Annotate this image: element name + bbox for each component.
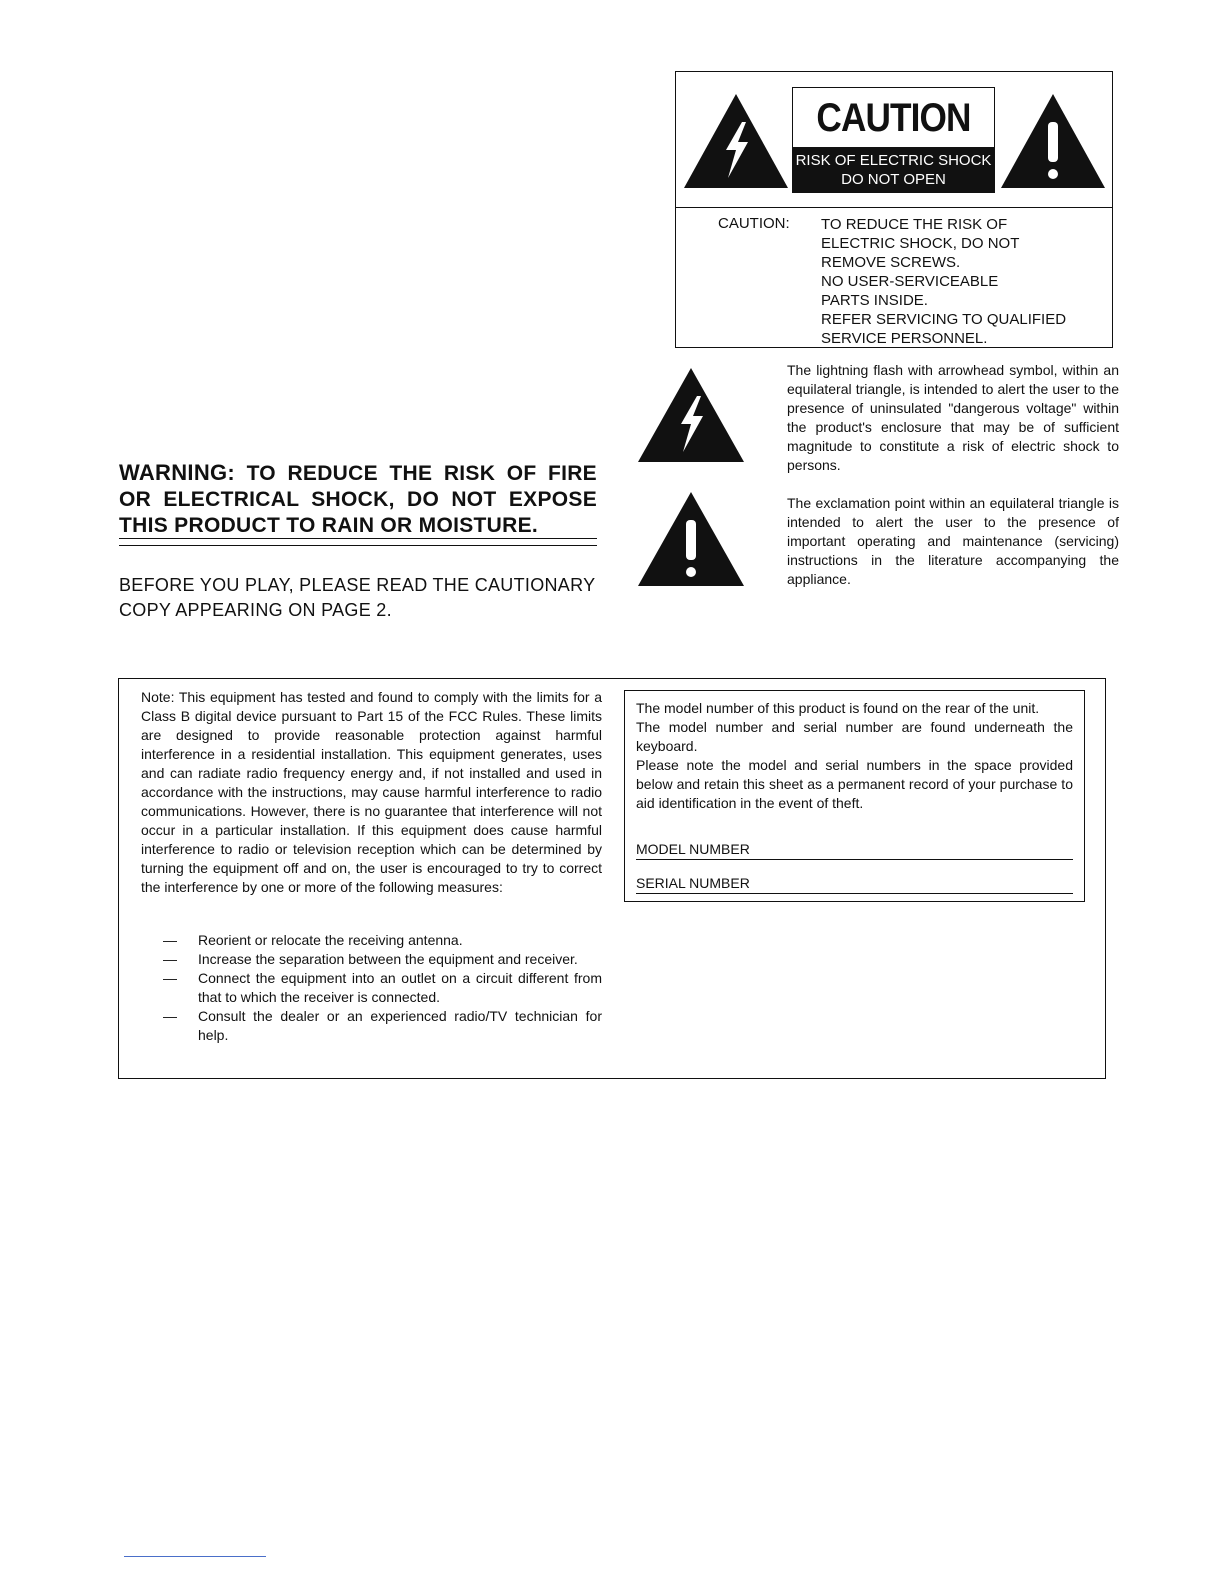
exclamation-symbol-description: The exclamation point within an equilateral triangle is intended to alert the user to the presence of important operating and maintenance (servicing) instructions in the literature accompanying the appliance. <box>787 495 1119 587</box>
lightning-warning-icon <box>682 92 790 190</box>
page-link-underline <box>124 1556 266 1557</box>
model-info-line: The model number and serial number are found underneath the keyboard. <box>636 719 1073 754</box>
exclamation-warning-icon <box>999 92 1107 190</box>
caution-title: CAUTION <box>816 96 971 140</box>
caution-heading: CAUTION: <box>718 215 790 232</box>
caution-divider <box>676 207 1112 208</box>
caution-shock-banner <box>793 147 994 192</box>
measure-text: Consult the dealer or an experienced radio/TV technician for help. <box>198 1008 602 1043</box>
model-info-line: Please note the model and serial numbers in the space provided below and retain this sheet as a permanent record of your purchase to aid identification in the event of theft. <box>636 757 1073 811</box>
measure-text: Increase the separation between the equipment and receiver. <box>198 951 578 967</box>
caution-line: PARTS INSIDE. <box>821 292 928 309</box>
warning-text: TO REDUCE THE RISK OF FIRE OR ELECTRICAL SHOCK, DO NOT EXPOSE THIS PRODUCT TO RAIN OR MOISTURE. <box>119 462 597 537</box>
model-serial-box <box>624 690 1085 902</box>
dash-bullet: — <box>163 932 177 948</box>
fcc-notice-box <box>118 678 1106 1079</box>
dash-bullet: — <box>163 951 177 967</box>
before-play-notice: BEFORE YOU PLAY, PLEASE READ THE CAUTIONARY COPY APPEARING ON PAGE 2. <box>119 575 596 620</box>
caution-line: ELECTRIC SHOCK, DO NOT <box>821 235 1020 252</box>
warning-lead: WARNING: <box>119 460 236 485</box>
caution-line: REFER SERVICING TO QUALIFIED <box>821 311 1067 328</box>
serial-number-field[interactable]: SERIAL NUMBER <box>636 875 1073 894</box>
list-item <box>141 969 602 1007</box>
model-number-field[interactable]: MODEL NUMBER <box>636 841 1073 860</box>
dash-bullet: — <box>163 970 177 986</box>
caution-banner-line2: DO NOT OPEN <box>841 171 946 188</box>
caution-line: SERVICE PERSONNEL. <box>821 330 988 347</box>
caution-line: REMOVE SCREWS. <box>821 254 961 271</box>
caution-label-panel <box>792 87 995 193</box>
exclamation-symbol-icon <box>636 490 746 588</box>
list-item <box>141 1007 602 1045</box>
model-info-text <box>636 699 1073 813</box>
caution-banner-line1: RISK OF ELECTRIC SHOCK <box>795 152 992 169</box>
measure-text: Reorient or relocate the receiving antenna. <box>198 932 463 948</box>
caution-box <box>675 71 1113 348</box>
fcc-measures-list <box>141 931 602 1045</box>
warning-rule <box>119 545 597 546</box>
dash-bullet: — <box>163 1008 177 1024</box>
warning-statement <box>119 460 597 539</box>
caution-instructions <box>821 215 1066 348</box>
list-item <box>141 950 602 969</box>
measure-text: Connect the equipment into an outlet on a circuit different from that to which the receiver is connected. <box>198 970 602 1005</box>
list-item <box>141 931 602 950</box>
caution-line: TO REDUCE THE RISK OF <box>821 216 1008 233</box>
model-info-line: The model number of this product is found on the rear of the unit. <box>636 700 1040 716</box>
lightning-symbol-description: The lightning flash with arrowhead symbol, within an equilateral triangle, is intended to alert the user to the presence of uninsulated "dangerous voltage" within the product's enclosure that may be of sufficient magnitude to constitute a risk of electric shock to persons. <box>787 362 1119 473</box>
fcc-note: Note: This equipment has tested and found to comply with the limits for a Class B digital device pursuant to Part 15 of the FCC Rules. These limits are designed to provide reasonable protection against harmful interference in a residential installation. This equipment generates, uses and can radiate radio frequency energy and, if not installed and used in accordance with the instructions, may cause harmful interference to radio communications. However, there is no guarantee that interference will not occur in a particular installation. If this equipment does cause harmful interference to radio or television reception which can be determined by turning the equipment off and on, the user is encouraged to try to correct the interference by one or more of the following measures: <box>141 689 602 895</box>
warning-rule <box>119 538 597 539</box>
lightning-symbol-icon <box>636 366 746 464</box>
caution-line: NO USER-SERVICEABLE <box>821 273 999 290</box>
